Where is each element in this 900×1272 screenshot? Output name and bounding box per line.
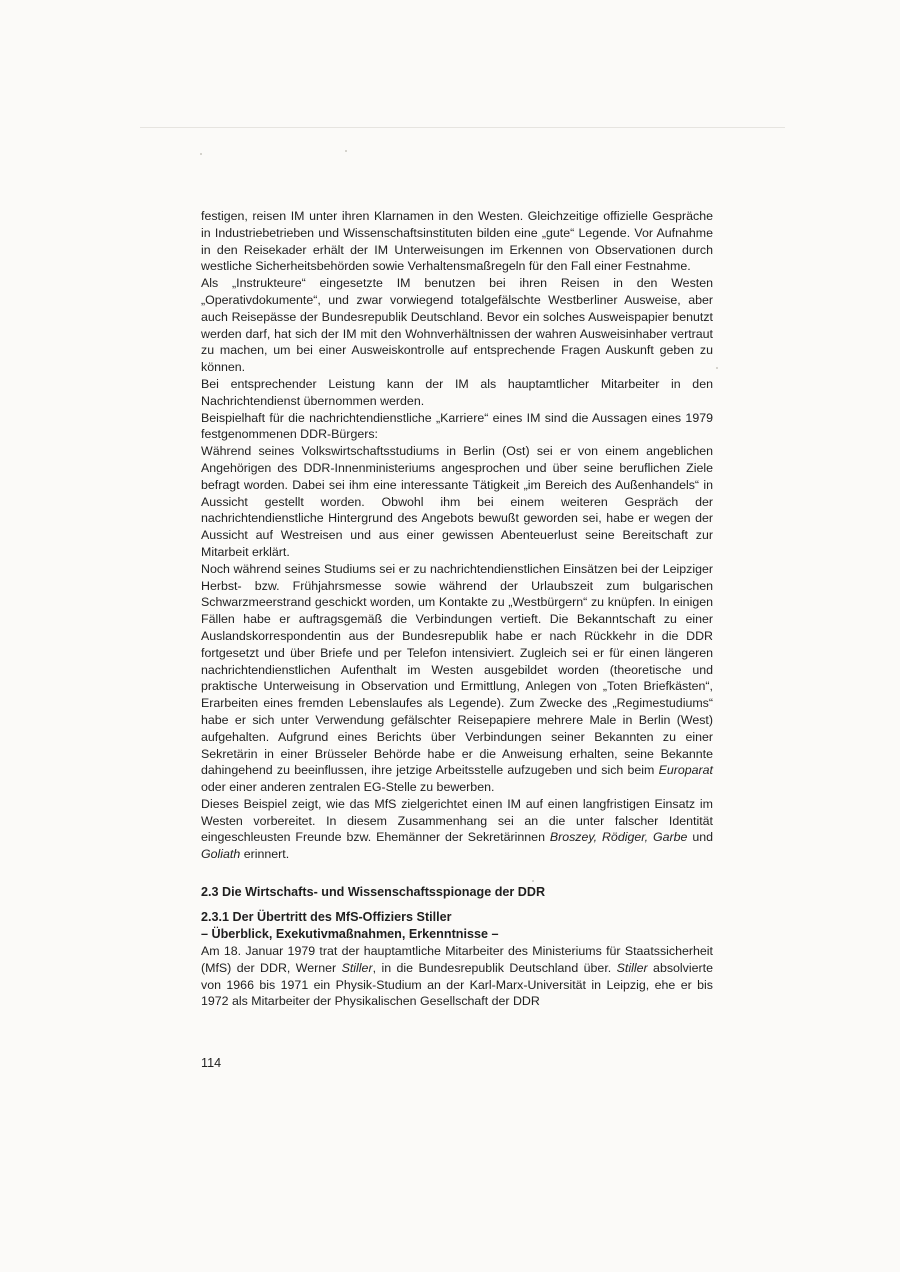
paragraph: Bei entsprechender Leistung kann der IM als hauptamtlicher Mitarbeiter in den Nachrichtendienst übernommen werden. <box>201 376 713 408</box>
emphasis: Stiller <box>341 960 373 975</box>
paragraph: Als „Instrukteure“ eingesetzte IM benutzen bei ihren Reisen in den Westen „Operativdokumente“, und zwar vorwiegend totalgefälschte Westberliner Ausweise, aber auch Reisepässe der Bundesrepublik Deutschland. Bevor ein solches Ausweispapier benutzt werden darf, hat sich der IM mit den Wohnverhältnissen der wahren Ausweisinhaber vertraut zu machen, um bei einer Ausweiskontrolle auf entsprechende Fragen Auskunft geben zu können. <box>201 276 713 375</box>
emphasis: Goliath <box>201 847 241 862</box>
paragraph-beispiel: Dieses Beispiel zeigt, wie das MfS zielgerichtet einen IM auf einen langfristigen Einsatz im Westen vorbereitet. In diesem Zusammenhang sei an die unter falscher Identität eingeschleusten Freunde bzw. Ehemänner der Sekretärinnen Broszey, Rödiger, Garbe und Goliath erinnert. <box>201 796 713 862</box>
paragraph: Beispielhaft für die nachrichtendienstliche „Karriere“ eines IM sind die Aussagen eines 1979 festgenommenen DDR-Bürgers: <box>201 410 713 442</box>
page-body <box>201 208 713 1010</box>
emphasis: Stiller <box>616 960 648 975</box>
subsection-heading: 2.3.1 Der Übertritt des MfS-Offiziers Stiller <box>201 910 452 925</box>
paragraph: Während seines Volkswirtschaftsstudiums in Berlin (Ost) sei er von einem angeblichen Angehörigen des DDR-Innenministeriums angesprochen und über seine beruflichen Ziele befragt worden. Dabei sei ihm eine interessante Tätigkeit „im Bereich des Außenhandels“ in Aussicht gestellt worden. Obwohl ihm bei einem weiteren Gespräch der nachrichtendienstliche Hintergrund des Angebots bewußt geworden sei, habe er wegen der Aussicht auf Westreisen und aus einer gewissen Abenteuerlust seine Bereitschaft zur Mitarbeit erklärt. <box>201 444 713 559</box>
emphasis: Broszey, Rödiger, <box>549 830 649 845</box>
scan-speck <box>200 153 202 155</box>
scan-edge-line <box>140 127 785 128</box>
section-heading: 2.3 Die Wirtschafts- und Wissenschaftsspionage der DDR <box>201 885 546 900</box>
emphasis: Europarat <box>658 763 713 778</box>
scan-speck <box>716 367 718 369</box>
paragraph-stiller: Am 18. Januar 1979 trat der hauptamtliche Mitarbeiter des Ministeriums für Staatssicherheit (MfS) der DDR, Werner Stiller, in die Bundesrepublik Deutschland über. Stiller absolvierte von 1966 bis 1971 ein Physik-Studium an der Karl-Marx-Universität in Leipzig, ehe er bis 1972 als Mitarbeiter der Physikalischen Gesellschaft der DDR <box>201 944 713 1009</box>
subsection-subtitle: – Überblick, Exekutivmaßnahmen, Erkenntnisse – <box>201 927 499 942</box>
scan-speck <box>345 150 347 152</box>
paragraph: festigen, reisen IM unter ihren Klarnamen in den Westen. Gleichzeitige offizielle Gespräche in Industriebetrieben und Wissenschaftsinstituten bilden eine „gute“ Legende. Vor Aufnahme in den Reisekader erhält der IM Unterweisungen im Erkennen von Observationen durch westliche Sicherheitsbehörden sowie Verhaltensmaßregeln für den Fall einer Festnahme. <box>201 209 713 274</box>
page-number: 114 <box>201 1056 222 1070</box>
emphasis: Garbe <box>653 830 688 845</box>
paragraph-studium: Noch während seines Studiums sei er zu nachrichtendienstlichen Einsätzen bei der Leipziger Herbst- bzw. Frühjahrsmesse sowie während der Urlaubszeit zum bulgarischen Schwarzmeerstrand geschickt worden, um Kontakte zu „Westbürgern“ zu knüpfen. In einigen Fällen habe er auftragsgemäß die Verbindungen vertieft. Die Bekanntschaft zu einer Auslandskorrespondentin aus der Bundesrepublik habe er nach Rückkehr in die DDR fortgesetzt und über Briefe und per Telefon intensiviert. Zugleich sei er für einen längeren nachrichtendienstlichen Aufenthalt im Westen ausgebildet worden (theoretische und praktische Unterweisung in Observation und Ermittlung, Anlegen von „Toten Briefkästen“, Erarbeiten eines fremden Lebenslaufes als Legende). Zum Zwecke des „Regimestudiums“ habe er sich unter Verwendung gefälschter Reisepapiere mehrere Male in Berlin (West) aufgehalten. Aufgrund eines Berichts über Verbindungen seiner Bekannten zu einer Sekretärin in einer Brüsseler Behörde habe er die Anweisung erhalten, seine Bekannte dahingehend zu beeinflussen, ihre jetzige Arbeitsstelle aufzugeben und sich beim Europarat oder einer anderen zentralen EG-Stelle zu bewerben. <box>201 561 713 795</box>
